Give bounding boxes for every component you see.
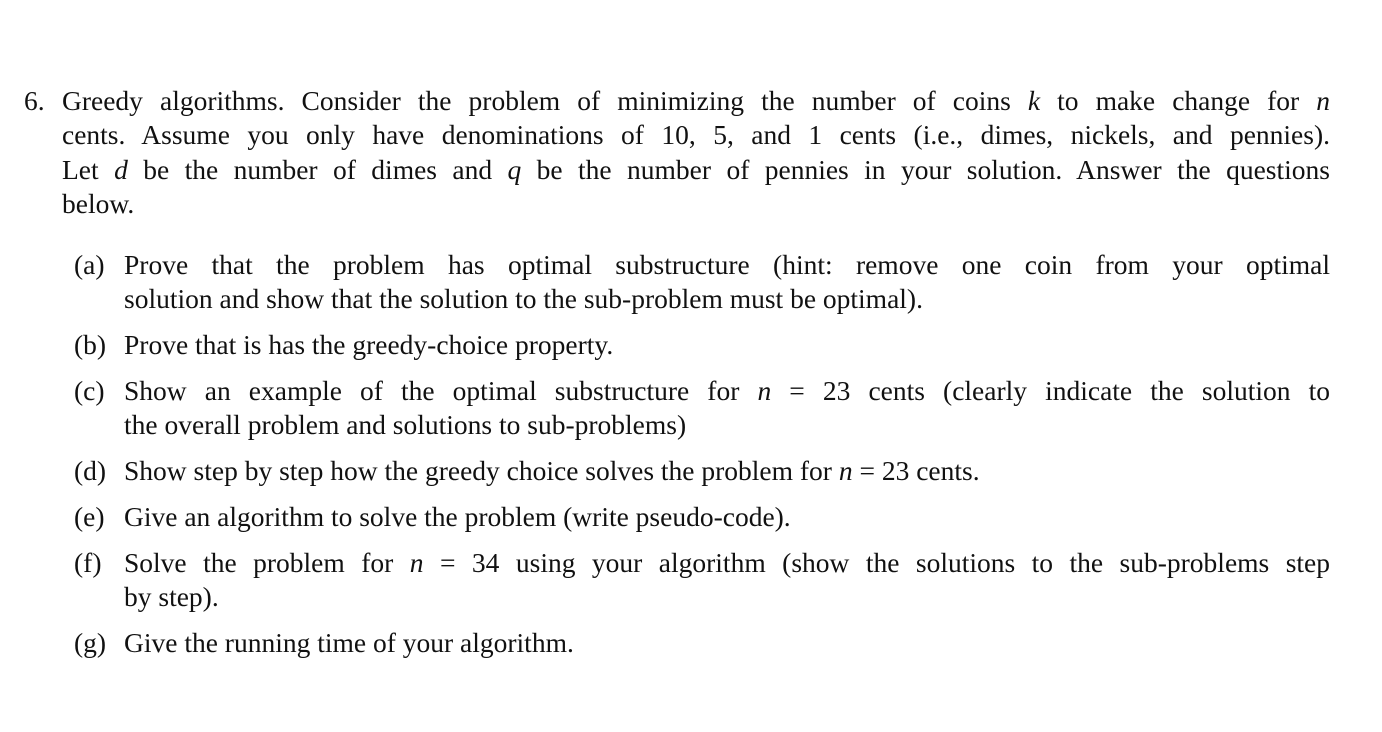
part-label: (g) — [74, 626, 107, 658]
part-text: Give the running time of your algorithm. — [124, 626, 574, 658]
part-text: the overall problem and solutions to sub-problems) — [124, 409, 687, 441]
part-label: (c) — [74, 374, 105, 406]
problem-intro-line-3 — [24, 153, 1330, 187]
variable-q: q — [507, 153, 522, 185]
variable-n: n — [1316, 85, 1330, 116]
intro-text: Let — [62, 153, 115, 185]
part-text-segment: = 23 cents (clearly indicate the solution to — [771, 374, 1330, 406]
part-text-segment: Show step by step how the greedy choice solves the problem for — [124, 454, 839, 486]
part-g — [74, 626, 1330, 660]
part-text: Prove that the problem has optimal substructure (hint: remove one coin from your optimal — [124, 249, 1330, 280]
sub-questions — [74, 248, 1330, 671]
part-d — [74, 454, 1330, 488]
part-text — [124, 374, 1330, 408]
part-label: (a) — [74, 249, 105, 280]
part-text — [124, 546, 1330, 580]
intro-text: be the number of pennies in your solution. Answer the questions — [521, 153, 1330, 185]
part-label: (d) — [74, 454, 107, 486]
part-c — [74, 374, 1330, 443]
problem-number: 6. — [24, 85, 45, 116]
intro-text: be the number of dimes and — [127, 153, 508, 185]
part-b — [74, 328, 1330, 362]
part-text: by step). — [124, 580, 219, 612]
problem-intro-line-1 — [24, 84, 1330, 118]
part-e — [74, 500, 1330, 534]
variable-n: n — [409, 546, 424, 578]
part-text-segment: = 23 cents. — [852, 454, 980, 486]
part-text-segment: Show an example of the optimal substructure for — [124, 374, 758, 406]
part-label: (e) — [74, 500, 105, 532]
part-text — [124, 455, 980, 486]
variable-d: d — [114, 153, 128, 185]
part-f — [74, 546, 1330, 615]
intro-text: Greedy algorithms. Consider the problem of minimizing the number of coins — [62, 85, 1028, 116]
variable-n: n — [838, 454, 853, 486]
part-text: Give an algorithm to solve the problem (write pseudo-code). — [124, 500, 791, 532]
problem-6 — [24, 84, 1330, 221]
part-a — [74, 248, 1330, 317]
problem-intro-line-2: cents. Assume you only have denominations of 10, 5, and 1 cents (i.e., dimes, nickels, and pennies). — [62, 119, 1330, 151]
part-text: solution and show that the solution to the sub-problem must be optimal). — [124, 283, 923, 315]
variable-k: k — [1027, 85, 1041, 116]
part-text-segment: = 34 using your algorithm (show the solutions to the sub-problems step — [423, 546, 1330, 578]
part-label: (b) — [74, 329, 107, 361]
problem-intro-line-4: below. — [62, 187, 135, 219]
intro-text: to make change for — [1040, 85, 1317, 116]
part-text: Prove that is has the greedy-choice property. — [124, 329, 614, 361]
part-label: (f) — [74, 546, 102, 578]
part-text-segment: Solve the problem for — [124, 546, 410, 578]
variable-n: n — [757, 374, 772, 406]
